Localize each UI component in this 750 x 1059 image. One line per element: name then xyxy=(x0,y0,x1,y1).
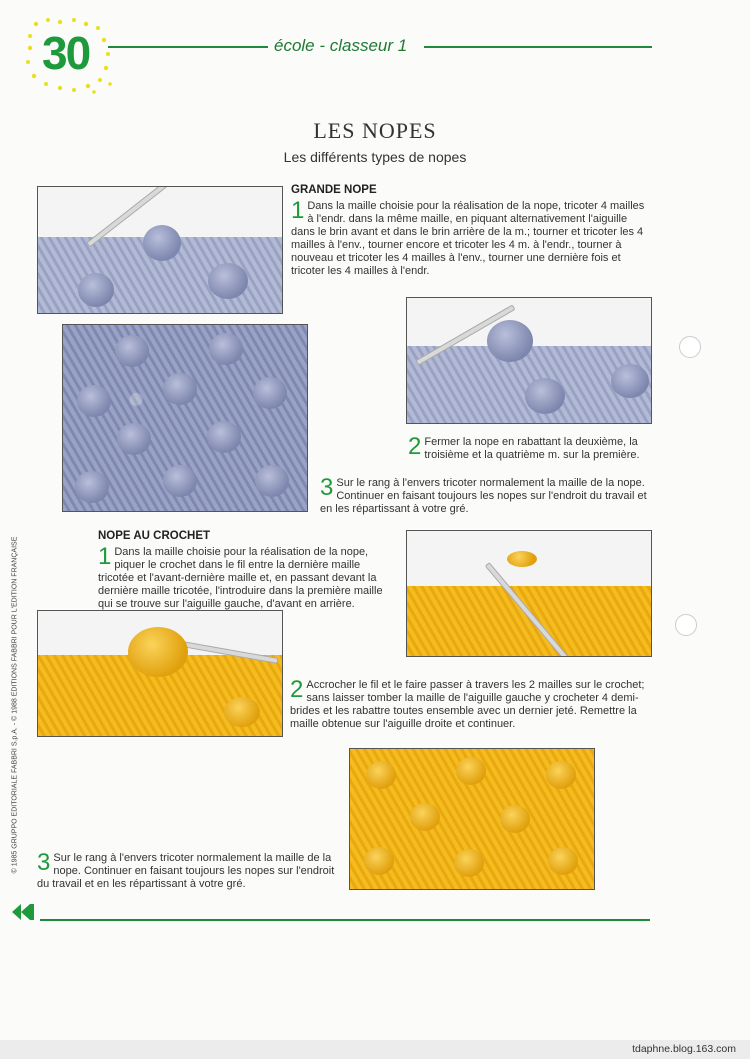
nope-bobble xyxy=(454,849,484,877)
nope-crochet-step1 xyxy=(98,543,398,611)
step-number: 3 xyxy=(320,474,334,501)
page-subtitle: Les différents types de nopes xyxy=(283,149,467,165)
nope-bobble xyxy=(128,627,188,677)
grande-nope-step1 xyxy=(291,197,653,278)
double-arrow-left-icon xyxy=(12,904,34,920)
nope-bobble xyxy=(500,805,530,833)
nope-bobble xyxy=(209,333,243,365)
nope-bobble xyxy=(163,373,197,405)
nope-bobble xyxy=(115,335,149,367)
nope-bobble xyxy=(117,423,151,455)
page-number: 30 xyxy=(42,27,90,79)
page-title: LES NOPES xyxy=(313,118,437,143)
section-heading-grande-nope: GRANDE NOPE xyxy=(291,184,377,196)
step-text: Sur le rang à l'envers tricoter normalement la maille de la nope. Continuer en faisant toujours les nopes sur l'endroit du travail et en les répartissant à votre gré. xyxy=(37,852,335,890)
step-number: 2 xyxy=(290,676,304,703)
nope-crochet-step2 xyxy=(290,676,652,731)
source-credit: tdaphne.blog.163.com xyxy=(632,1043,736,1055)
step-text: Dans la maille choisie pour la réalisation de la nope, tricoter 4 mailles à l'endr. dans la même maille, en piquant alternativement l'aiguille dans le brin avant et dans le brin arrière de la m.; tourner et tricoter les 4 mailles à l'env., tourner encore et tricoter les 4 m. à l'endr., tourner à nouveau et tricoter les 4 mailles à l'env., tourner une dernière fois et tricoter les 4 mailles à l'endr. xyxy=(291,200,645,277)
copyright-notice xyxy=(5,520,25,890)
grande-nope-step2 xyxy=(408,433,652,462)
nope-bobble xyxy=(366,761,396,789)
nope-bobble xyxy=(77,385,111,417)
nope-bobble xyxy=(525,378,565,414)
copyright-text: © 1985 GRUPPO EDITORIALE FABBRI S.p.A. - © 1988 EDITIONS FABBRI POUR L'EDITION FRANÇAISE xyxy=(11,536,19,874)
nope-bobble xyxy=(78,273,114,307)
photo-grande-nope-step1 xyxy=(37,186,283,314)
step-text: Sur le rang à l'envers tricoter normalement la maille de la nope. Continuer en faisant toujours les nopes sur l'endroit du travail et en les répartissant à votre gré. xyxy=(320,477,647,515)
yarn-strand xyxy=(507,551,537,567)
nope-bobble xyxy=(253,377,287,409)
nope-bobble xyxy=(75,471,109,503)
footer-rule xyxy=(40,919,650,921)
photo-nope-crochet-sample xyxy=(349,748,595,890)
grande-nope-step3 xyxy=(320,474,652,516)
step-number: 3 xyxy=(37,849,51,876)
nope-bobble xyxy=(364,847,394,875)
photo-grande-nope-sample xyxy=(62,324,308,512)
nope-bobble xyxy=(611,364,649,398)
step-text: Dans la maille choisie pour la réalisation de la nope, piquer le crochet dans le fil entre la dernière maille tricotée et l'avant-dernière maille et, en passant devant la dernière maille tricotée, l'introduire dans la première maille qui se trouve sur l'aiguille gauche, d'avant en arrière. xyxy=(98,546,383,610)
nope-bobble xyxy=(208,263,248,299)
photo-grande-nope-step2 xyxy=(406,297,652,424)
step-number: 2 xyxy=(408,433,422,460)
section-heading-nope-crochet: NOPE AU CROCHET xyxy=(98,530,211,542)
nope-bobble xyxy=(456,757,486,785)
header-rule-right xyxy=(424,46,652,48)
binder-hole xyxy=(675,614,697,636)
step-text: Accrocher le fil et le faire passer à travers les 2 mailles sur le crochet; sans laisser tomber la maille de l'aiguille gauche y crocheter 4 demi-brides et les rabattre toutes ensemble avec un dernier jeté. Remettre la maille obtenue sur l'aiguille droite et continuer. xyxy=(290,679,645,730)
nope-bobble xyxy=(546,761,576,789)
nope-bobble xyxy=(410,803,440,831)
nope-bobble xyxy=(207,421,241,453)
section-header: école - classeur 1 xyxy=(274,36,408,55)
binder-hole xyxy=(679,336,701,358)
nope-bobble xyxy=(163,465,197,497)
nope-crochet-step3 xyxy=(37,849,337,891)
step-number: 1 xyxy=(98,543,112,570)
nope-bobble xyxy=(143,225,181,261)
header-rule-left xyxy=(108,46,268,48)
step-number: 1 xyxy=(291,197,305,224)
photo-nope-crochet-step2 xyxy=(37,610,283,737)
photo-nope-crochet-step1 xyxy=(406,530,652,657)
step-text: Fermer la nope en rabattant la deuxième, la troisième et la quatrième m. sur la première. xyxy=(424,436,640,461)
nope-bobble xyxy=(487,320,533,362)
nope-bobble xyxy=(224,697,260,727)
nope-bobble xyxy=(255,465,289,497)
nope-bobble xyxy=(548,847,578,875)
